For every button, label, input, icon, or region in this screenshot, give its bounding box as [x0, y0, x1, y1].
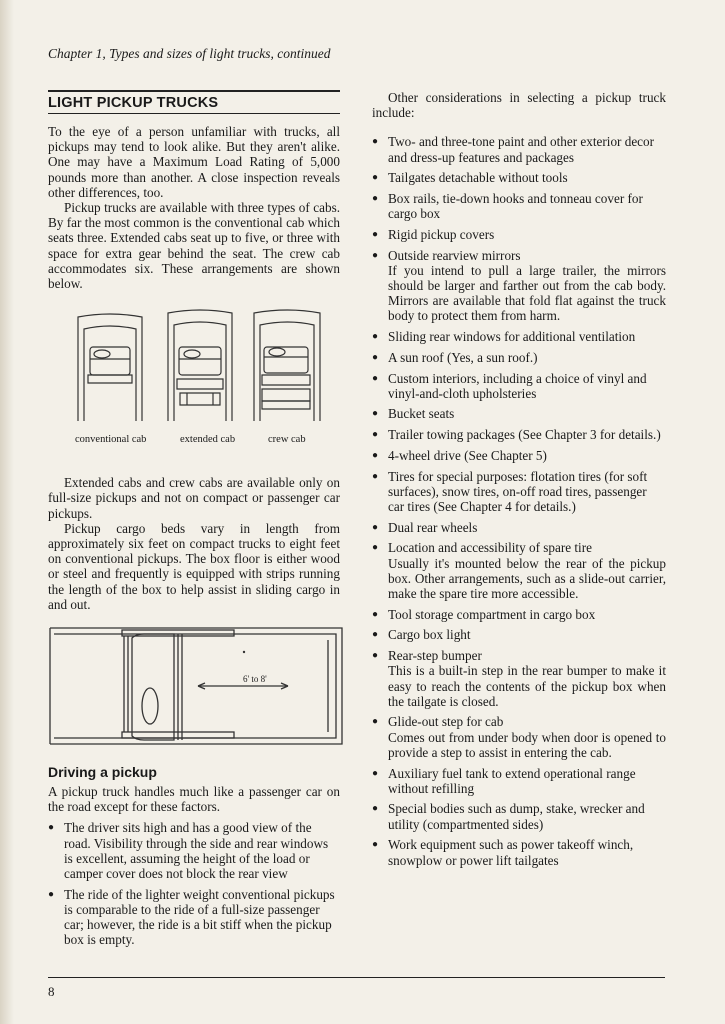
- driving-subhead: Driving a pickup: [48, 764, 157, 781]
- consideration-detail: Usually it's mounted below the rear of the pickup box. Other arrangements, such as a slide-out carrier, make the spare tire more accessible.: [388, 555, 666, 601]
- consideration-detail: If you intend to pull a large trailer, the mirrors should be larger and farther out from the cab body. Mirrors are available that fold flat against the truck body to protect them from harm.: [388, 262, 666, 324]
- consideration-item: [372, 371, 666, 401]
- consideration-item: [372, 329, 666, 344]
- consideration-item: [372, 540, 666, 601]
- consideration-item: [372, 648, 666, 709]
- consideration-text: Trailer towing packages (See Chapter 3 for details.): [388, 427, 661, 443]
- consideration-text: Outside rearview mirrors: [388, 247, 521, 263]
- consideration-item: [372, 469, 666, 515]
- consideration-text: Glide-out step for cab: [388, 714, 504, 730]
- driving-bullet-visibility: ● The driver sits high and has a good view of the road. Visibility through the side and rear windows is excellent, assuming the height of the load or camper cover does not block the rear view: [48, 820, 340, 881]
- crew-cab-drawing: [254, 310, 320, 421]
- consideration-text: Custom interiors, including a choice of vinyl and vinyl-and-cloth upholsteries: [388, 370, 647, 401]
- consideration-item: [372, 837, 666, 867]
- consideration-item: [372, 714, 666, 760]
- caption-conventional-cab: conventional cab: [75, 434, 147, 446]
- page-number: 8: [48, 984, 55, 999]
- consideration-text: Special bodies such as dump, stake, wrecker and utility (compartmented sides): [388, 801, 645, 832]
- left-column: [48, 90, 340, 953]
- page-binding-edge: [0, 0, 14, 1024]
- paragraph-cab-types: Pickup trucks are available with three types of cabs. By far the most common is the conventional cab which seats three. Extended cabs seat up to five, or three with space for extra gear behind the seat. The crew cab accommodates six. These arrangements are shown below.: [48, 200, 340, 292]
- consideration-text: Rear-step bumper: [388, 648, 482, 664]
- consideration-item: [372, 448, 666, 463]
- cab-types-figure: [48, 309, 340, 449]
- considerations-intro: Other considerations in selecting a pickup truck include:: [372, 90, 666, 121]
- cab-illustrations: [48, 309, 340, 429]
- consideration-text: A sun roof (Yes, a sun roof.): [388, 349, 538, 365]
- consideration-text: Work equipment such as power takeoff winch, snowplow or power lift tailgates: [388, 837, 634, 868]
- consideration-item: [372, 170, 666, 185]
- consideration-text: Rigid pickup covers: [388, 226, 495, 242]
- bed-length-label: 6' to 8': [243, 674, 267, 685]
- consideration-text: Location and accessibility of spare tire: [388, 540, 592, 556]
- driving-bullet-ride: ● The ride of the lighter weight conventional pickups is comparable to the ride of a full-size passenger car; however, the ride is a bit stiff when the pickup box is empty.: [48, 887, 340, 948]
- chapter-header: Chapter 1, Types and sizes of light trucks, continued: [48, 46, 331, 61]
- paragraph-intro: To the eye of a person unfamiliar with trucks, all pickups may tend to look alike. But they aren't alike. One may have a Maximum Load Rating of 5,000 pounds more than another. A close inspection reveals other differences, too.: [48, 124, 340, 200]
- paragraph-driving-intro: A pickup truck handles much like a passenger car on the road except for these factors.: [48, 784, 340, 815]
- consideration-item: [372, 627, 666, 642]
- consideration-text: 4-wheel drive (See Chapter 5): [388, 447, 547, 463]
- consideration-text: Bucket seats: [388, 406, 455, 422]
- consideration-text: Cargo box light: [388, 627, 471, 643]
- consideration-item: [372, 134, 666, 164]
- caption-crew-cab: crew cab: [268, 434, 306, 446]
- conventional-cab-drawing: [78, 314, 142, 421]
- consideration-item: [372, 766, 666, 796]
- extended-cab-drawing: [168, 310, 232, 421]
- consideration-text: Auxiliary fuel tank to extend operational range without refilling: [388, 765, 636, 796]
- caption-extended-cab: extended cab: [180, 434, 236, 446]
- cargo-bed-drawing: [48, 624, 344, 750]
- paragraph-cargo-beds: Pickup cargo beds vary in length from approximately six feet on compact trucks to eight feet on conventional pickups. The box floor is either wood or steel and frequently is equipped with strips running the length of the box to help assist in sliding cargo in and out.: [48, 520, 340, 612]
- consideration-item: [372, 427, 666, 442]
- consideration-item: [372, 227, 666, 242]
- consideration-text: Tailgates detachable without tools: [388, 170, 568, 186]
- right-column: [372, 90, 666, 873]
- consideration-text: Tires for special purposes: flotation tires (for soft surfaces), snow tires, on-off road tires, passenger car tires (See Chapter 4 for details.): [388, 468, 648, 514]
- consideration-text: Sliding rear windows for additional ventilation: [388, 329, 636, 345]
- cargo-bed-figure: [48, 624, 340, 754]
- footer-rule: [48, 977, 665, 978]
- consideration-item: [372, 350, 666, 365]
- consideration-item: [372, 191, 666, 221]
- consideration-item: [372, 406, 666, 421]
- consideration-text: Tool storage compartment in cargo box: [388, 606, 596, 622]
- consideration-text: Two- and three-tone paint and other exterior decor and dress-up features and packages: [388, 134, 655, 165]
- consideration-text: Dual rear wheels: [388, 519, 478, 535]
- consideration-item: [372, 520, 666, 535]
- driving-bullet-list: [48, 820, 340, 947]
- consideration-item: [372, 607, 666, 622]
- section-title: LIGHT PICKUP TRUCKS: [48, 90, 340, 114]
- consideration-item: [372, 801, 666, 831]
- considerations-bullet-list: [372, 134, 666, 867]
- consideration-text: Box rails, tie-down hooks and tonneau cover for cargo box: [388, 191, 643, 222]
- consideration-detail: This is a built-in step in the rear bumper to make it easy to reach the contents of the pickup box when the tailgate is closed.: [388, 663, 666, 709]
- paragraph-cab-availability: Extended cabs and crew cabs are available only on full-size pickups and not on compact or passenger car pickups.: [48, 475, 340, 521]
- consideration-item: [372, 248, 666, 324]
- consideration-detail: Comes out from under body when door is opened to provide a step to assist in entering the cab.: [388, 729, 666, 760]
